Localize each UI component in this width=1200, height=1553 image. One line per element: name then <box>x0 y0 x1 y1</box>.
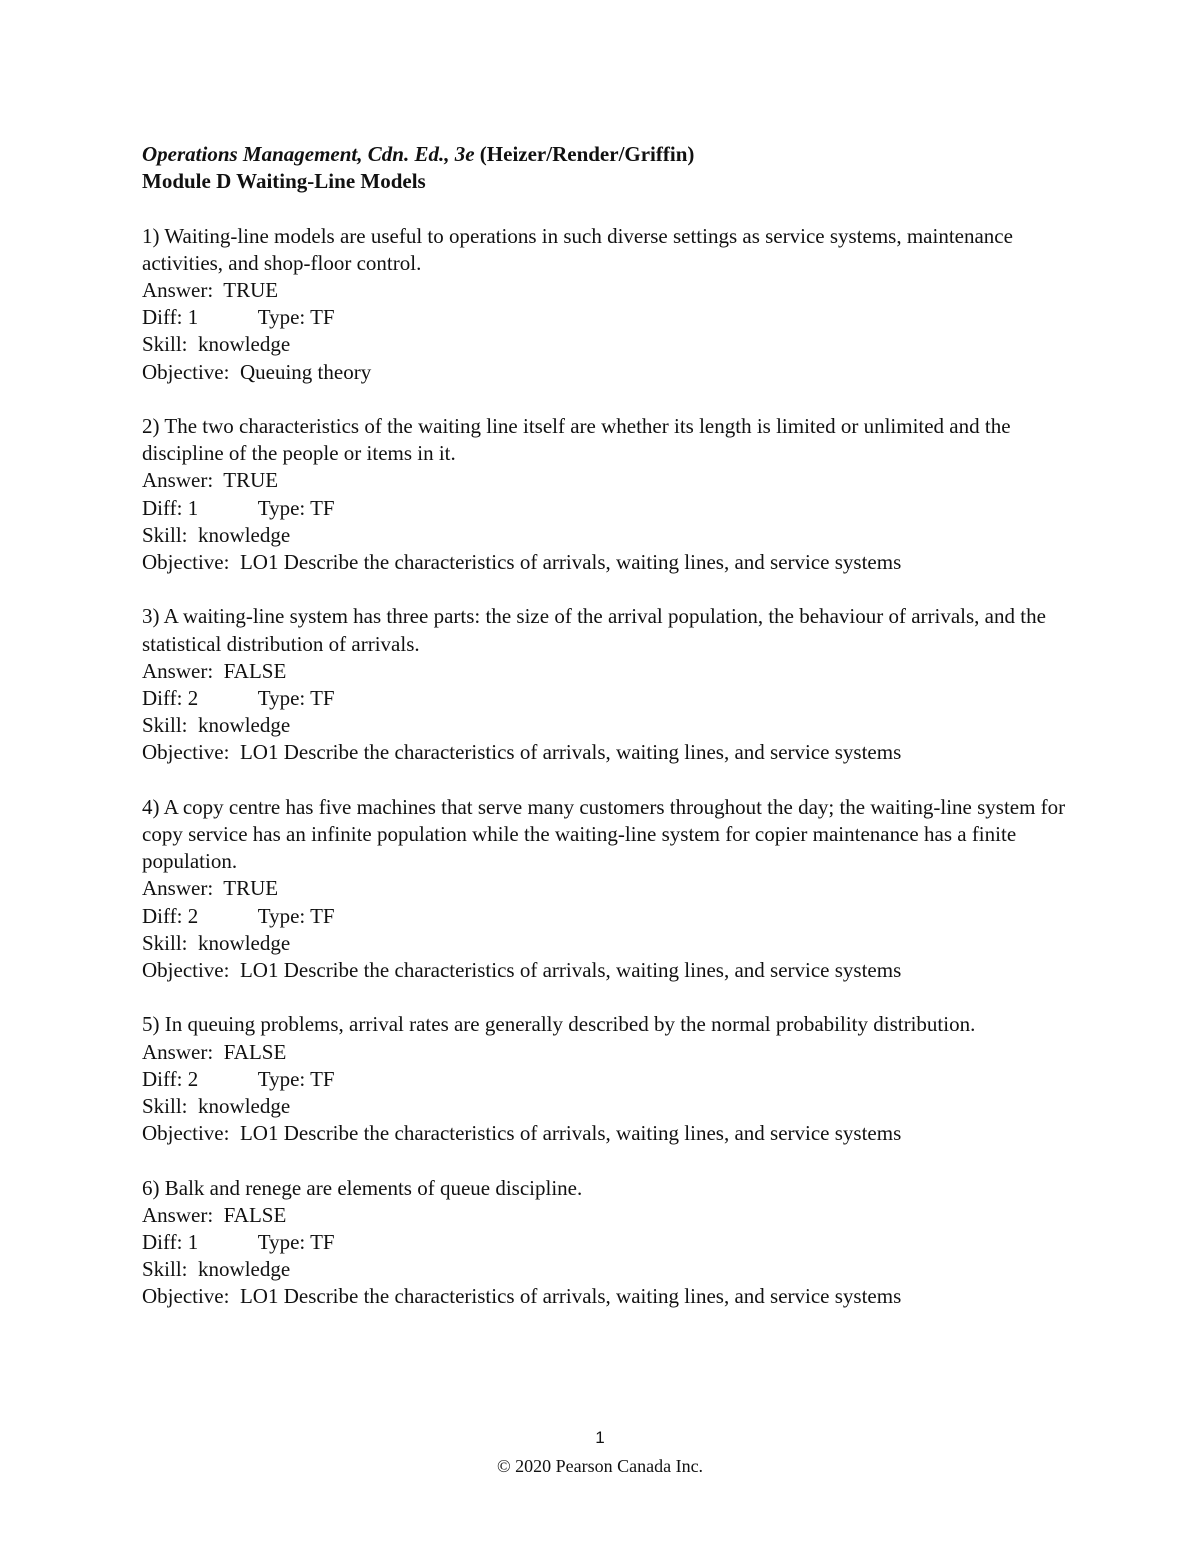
objective-line <box>142 549 1072 576</box>
answer-label: Answer: <box>142 278 214 302</box>
objective-label: Objective: <box>142 1121 230 1146</box>
answer-label: Answer: <box>142 468 214 493</box>
skill-value: knowledge <box>198 522 291 547</box>
answer-value: TRUE <box>223 278 279 302</box>
answer-value: FALSE <box>223 658 287 683</box>
question-text: 6) Balk and renege are elements of queue discipline. <box>142 1175 583 1200</box>
diff-label: Diff: <box>142 305 183 330</box>
type-value: TF <box>310 903 335 928</box>
objective-label: Objective: <box>142 550 230 575</box>
skill-label: Skill: <box>142 522 188 547</box>
question-text: 4) A copy centre has five machines that serve many customers throughout the day; the waiting-line system for copy service has an infinite population while the waiting-line system for copier maintenance has a finite population. <box>142 794 1066 874</box>
document-title-line <box>142 141 1072 168</box>
diff-label: Diff: <box>142 495 183 520</box>
skill-value: knowledge <box>198 930 291 955</box>
skill-label: Skill: <box>142 332 188 357</box>
answer-value: FALSE <box>223 1039 287 1064</box>
skill-line <box>142 1256 1072 1283</box>
objective-value: LO1 Describe the characteristics of arrivals, waiting lines, and service systems <box>239 1121 902 1146</box>
diff-label: Diff: <box>142 903 183 928</box>
question-list <box>142 223 1072 1311</box>
objective-value: LO1 Describe the characteristics of arrivals, waiting lines, and service systems <box>239 958 902 983</box>
skill-value: knowledge <box>198 1094 291 1119</box>
diff-value: 1 <box>187 495 199 520</box>
type-value: TF <box>310 495 335 520</box>
answer-line <box>142 1202 1072 1229</box>
type-value: TF <box>310 1066 335 1091</box>
answer-label: Answer: <box>142 658 214 683</box>
diff-value: 2 <box>187 686 199 711</box>
question-text: 2) The two characteristics of the waiting line itself are whether its length is limited or unlimited and the discipline of the people or items in it. <box>142 414 1011 466</box>
answer-line <box>142 875 1072 902</box>
diff-type-line <box>142 903 1072 930</box>
answer-value: FALSE <box>223 1202 287 1227</box>
question-text: 1) Waiting-line models are useful to operations in such diverse settings as service systems, maintenance activities, and shop-floor control. <box>142 223 1013 275</box>
question-text: 3) A waiting-line system has three parts: the size of the arrival population, the behaviour of arrivals, and the statistical distribution of arrivals. <box>142 604 1046 656</box>
objective-value: LO1 Describe the characteristics of arrivals, waiting lines, and service systems <box>239 550 902 575</box>
diff-label: Diff: <box>142 686 183 711</box>
answer-value: TRUE <box>223 468 279 493</box>
answer-line <box>142 1039 1072 1066</box>
skill-line <box>142 712 1072 739</box>
question-item <box>142 794 1072 984</box>
objective-label: Objective: <box>142 1284 230 1309</box>
diff-label: Diff: <box>142 1230 183 1255</box>
diff-type-line <box>142 685 1072 712</box>
answer-value: TRUE <box>223 876 279 901</box>
objective-line <box>142 957 1072 984</box>
question-item <box>142 603 1072 766</box>
objective-label: Objective: <box>142 958 230 983</box>
question-text: 5) In queuing problems, arrival rates are generally described by the normal probability distribution. <box>142 1012 976 1037</box>
answer-label: Answer: <box>142 1202 214 1227</box>
question-item <box>142 413 1072 576</box>
page-number: 1 <box>595 1428 605 1447</box>
answer-line <box>142 658 1072 685</box>
skill-line <box>142 331 1072 358</box>
answer-line <box>142 467 1072 494</box>
module-title: Module D Waiting-Line Models <box>142 169 426 194</box>
skill-label: Skill: <box>142 930 188 955</box>
type-label: Type: <box>257 903 306 928</box>
type-value: TF <box>310 305 335 330</box>
diff-type-line <box>142 1066 1072 1093</box>
objective-line <box>142 1120 1072 1147</box>
objective-line <box>142 1283 1072 1310</box>
objective-value: LO1 Describe the characteristics of arrivals, waiting lines, and service systems <box>239 740 902 765</box>
diff-value: 1 <box>187 305 199 330</box>
copyright-notice: © 2020 Pearson Canada Inc. <box>496 1456 704 1476</box>
skill-label: Skill: <box>142 1094 188 1119</box>
diff-value: 1 <box>187 1230 199 1255</box>
book-title: Operations Management, Cdn. Ed., 3e <box>142 142 475 166</box>
diff-label: Diff: <box>142 1066 183 1091</box>
answer-label: Answer: <box>142 1039 214 1064</box>
diff-type-line <box>142 304 1072 331</box>
type-label: Type: <box>257 1230 306 1255</box>
question-item <box>142 223 1072 386</box>
skill-line <box>142 522 1072 549</box>
question-item <box>142 1011 1072 1147</box>
answer-label: Answer: <box>142 876 214 901</box>
type-value: TF <box>310 686 335 711</box>
type-label: Type: <box>257 686 306 711</box>
objective-value: LO1 Describe the characteristics of arrivals, waiting lines, and service systems <box>239 1284 902 1309</box>
page-content <box>142 141 1072 1311</box>
skill-line <box>142 930 1072 957</box>
type-label: Type: <box>257 1066 306 1091</box>
type-label: Type: <box>257 305 306 330</box>
diff-type-line <box>142 495 1072 522</box>
skill-line <box>142 1093 1072 1120</box>
objective-value: Queuing theory <box>239 359 372 384</box>
skill-label: Skill: <box>142 713 188 738</box>
skill-label: Skill: <box>142 1257 188 1282</box>
question-item <box>142 1175 1072 1311</box>
type-value: TF <box>310 1230 335 1255</box>
book-authors: (Heizer/Render/Griffin) <box>479 142 695 166</box>
objective-label: Objective: <box>142 359 230 384</box>
answer-line <box>142 277 1072 304</box>
diff-value: 2 <box>187 903 199 928</box>
skill-value: knowledge <box>198 1257 291 1282</box>
skill-value: knowledge <box>198 713 291 738</box>
diff-type-line <box>142 1229 1072 1256</box>
skill-value: knowledge <box>198 332 291 357</box>
type-label: Type: <box>257 495 306 520</box>
objective-label: Objective: <box>142 740 230 765</box>
objective-line <box>142 359 1072 386</box>
diff-value: 2 <box>187 1066 199 1091</box>
objective-line <box>142 739 1072 766</box>
